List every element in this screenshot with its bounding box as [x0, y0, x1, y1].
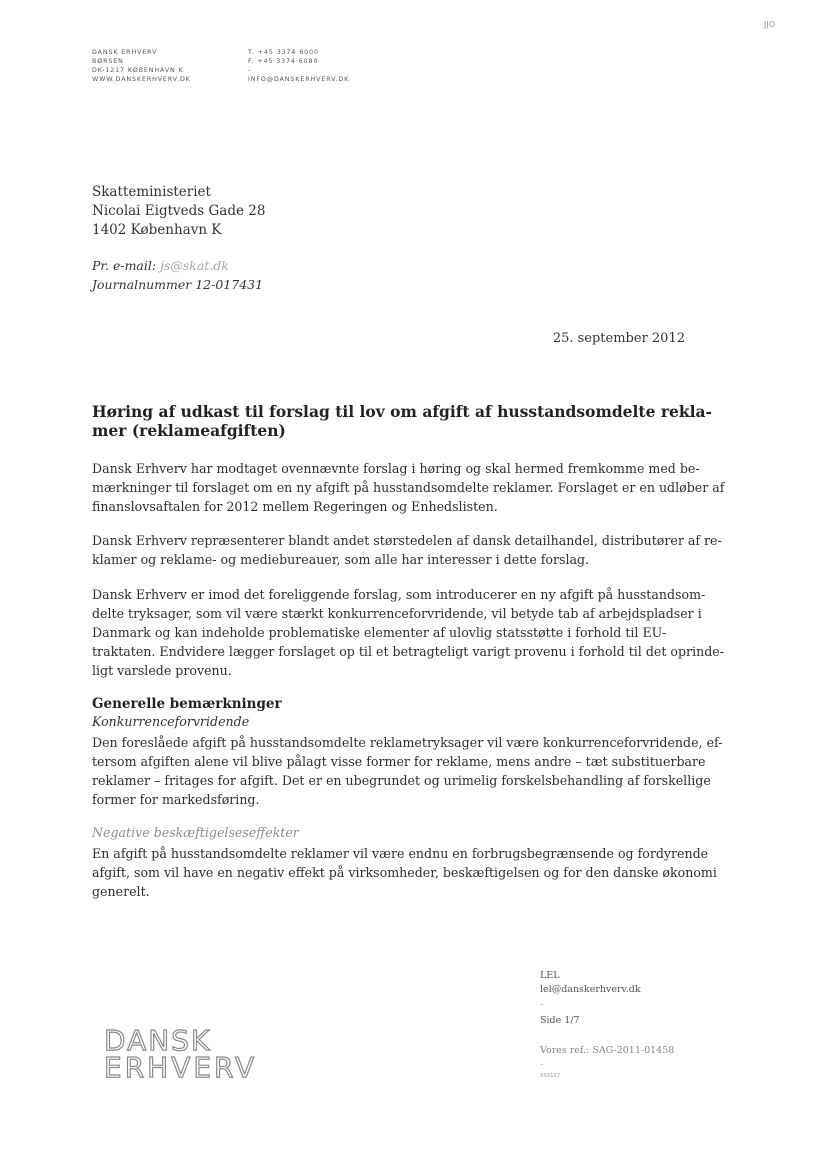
page-number: Side 1/7 [540, 1015, 580, 1026]
footer-code: XXX1X7 [540, 1073, 561, 1079]
recipient-city: 1402 København K [92, 222, 222, 238]
letterhead-fax: F. +45 3374 6080 [248, 58, 319, 65]
journal-number: Journalnummer 12-017431 [92, 277, 264, 292]
text-line: En afgift på husstandsomdelte reklamer vil være endnu en forbrugsbegrænsende og fordyrende [92, 846, 709, 861]
letterhead-line: BØRSEN [92, 58, 124, 65]
text-line: ligt varslede provenu. [92, 663, 232, 678]
text-line: Dansk Erhverv repræsenterer blandt andet størstedelen af dansk detailhandel, distributører af re- [92, 533, 722, 548]
text-line: Dansk Erhverv har modtaget ovennævnte forslag i høring og skal hermed fremkomme med be- [92, 461, 700, 476]
text-line: reklamer – fritages for afgift. Det er en ubegrundet og urimelig forskelsbehandling af forskellige [92, 773, 711, 788]
letterhead-website: WWW.DANSKERHVERV.DK [92, 76, 191, 83]
text-line: generelt. [92, 884, 150, 899]
letterhead-line: DANSK ERHVERV [92, 49, 158, 56]
letter-date: 25. september 2012 [552, 331, 685, 346]
letterhead-email: INFO@DANSKERHVERV.DK [248, 76, 350, 83]
text-line: tersom afgiften alene vil blive pålagt visse former for reklame, mens andre – tæt substituerbare [92, 754, 706, 769]
letter-subject [92, 402, 712, 440]
subheading-competition: Konkurrenceforvridende [92, 714, 250, 729]
recipient-street: Nicolai Eigtveds Gade 28 [92, 203, 266, 219]
text-line: traktaten. Endvidere lægger forslaget op til et betragteligt varigt provenu i forhold til det oprinde- [92, 644, 724, 659]
email-line [92, 256, 263, 275]
logo-erhverv: ERHVERV [104, 1051, 258, 1084]
footer-dash: – [540, 1000, 544, 1008]
letter-meta [92, 256, 263, 294]
letterhead-dash: – [248, 67, 253, 74]
email-value: js@skat.dk [160, 258, 229, 273]
subheading-employment: Negative beskæftigelseseffekter [92, 825, 299, 840]
text-line: mærkninger til forslaget om en ny afgift på husstandsomdelte reklamer. Forslaget er en udløber af [92, 480, 725, 495]
paragraph-position [92, 585, 724, 680]
text-line: former for markedsføring. [92, 792, 260, 807]
sender-email: lel@danskerhverv.dk [540, 984, 641, 995]
text-line: afgift, som vil have en negativ effekt på virksomheder, beskæftigelsen og for den danske økonomi [92, 865, 717, 880]
text-line: Den foreslåede afgift på husstandsomdelte reklametryksager vil være konkurrenceforvridende, ef- [92, 735, 723, 750]
text-line: finanslovsaftalen for 2012 mellem Regeringen og Enhedslisten. [92, 499, 498, 514]
footer-dash: – [540, 1060, 544, 1068]
corner-mark: JJO [764, 20, 776, 29]
paragraph-employment [92, 844, 717, 901]
paragraph-intro [92, 459, 725, 516]
text-line: klamer og reklame- og mediebureauer, som alle har interesser i dette forslag. [92, 552, 590, 567]
letterhead-contact [248, 48, 349, 84]
recipient-name: Skatteministeriet [92, 184, 211, 200]
heading-general-remarks: Generelle bemærkninger [92, 696, 282, 712]
logo-dansk: DANSK [104, 1024, 212, 1057]
text-line: Dansk Erhverv er imod det foreliggende forslag, som introducerer en ny afgift på husstandsom- [92, 587, 706, 602]
letterhead-line: DK-1217 KØBENHAVN K [92, 67, 184, 74]
paragraph-representation [92, 531, 722, 569]
subject-line: Høring af udkast til forslag til lov om afgift af husstandsomdelte rekla- [92, 402, 712, 421]
email-label: Pr. e-mail: [92, 258, 157, 273]
sender-initials: LEL [540, 970, 560, 981]
subject-line: mer (reklameafgiften) [92, 421, 286, 440]
recipient-address [92, 183, 265, 240]
letterhead-phone: T. +45 3374 6000 [248, 49, 319, 56]
paragraph-competition [92, 733, 723, 809]
letterhead-address [92, 48, 191, 84]
text-line: Danmark og kan indeholde problematiske elementer af ulovlig statsstøtte i forhold til EU- [92, 625, 667, 640]
case-reference: Vores ref.: SAG-2011-01458 [540, 1045, 675, 1056]
text-line: delte tryksager, som vil være stærkt konkurrenceforvridende, vil betyde tab af arbejdspladser i [92, 606, 702, 621]
